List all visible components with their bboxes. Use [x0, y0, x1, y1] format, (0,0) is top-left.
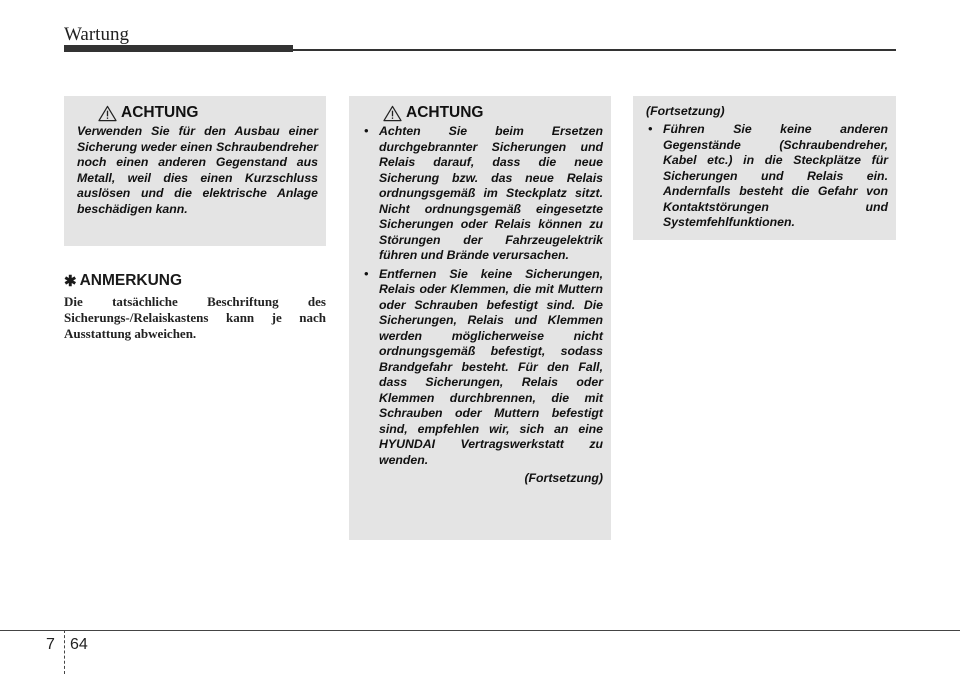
page-number: 64: [70, 636, 88, 653]
note-star-icon: ✱: [64, 273, 77, 290]
warning-box-1-title: [77, 104, 318, 122]
warning-box-3: [633, 96, 896, 240]
warning-box-2-title-text: ACHTUNG: [406, 104, 484, 121]
warning-triangle-icon: [383, 105, 402, 122]
section-title: Wartung: [64, 24, 129, 45]
continued-from-label: (Fortsetzung): [646, 104, 725, 118]
chapter-number: 7: [46, 636, 55, 653]
list-item: • Entfernen Sie keine Sicherungen, Relais oder Klemmen, die mit Muttern oder Schrauben befestigt sind. Die Sicherungen, Relais und Klemmen werden möglicherweise nicht ordnungsgemäß befestigt, sodass Brandgefahr besteht. Für den Fall, dass Sicherungen, Relais oder Klemmen durchbrennen, die mit Schrauben oder Muttern befestigt sind, empfehlen wir, sich an eine HYUNDAI Vertragswerkstatt zu wenden.: [362, 267, 603, 469]
warning-box-2: [349, 96, 611, 540]
list-item: • Achten Sie beim Ersetzen durchgebrannter Sicherungen und Relais darauf, dass die neue Sicherung bzw. das neue Relais ordnungsgemäß im Steckplatz sitzt. Nicht ordnungsgemäß eingesetzte Sicherungen oder Relais können zu Störungen der Fahrzeugelektrik führen und Brände verursachen.: [362, 124, 603, 264]
note-text: Die tatsächliche Beschriftung des Sicherungs-/Relaiskastens kann je nach Ausstattung abweichen.: [64, 294, 326, 341]
note-section: [64, 272, 326, 342]
note-title-text: ANMERKUNG: [79, 272, 183, 289]
warning-box-3-list: [646, 122, 888, 231]
warning-box-1: [64, 96, 326, 246]
footer-divider: [64, 630, 65, 674]
note-title: [64, 272, 326, 290]
footer-rule: [0, 630, 960, 631]
list-item: • Führen Sie keine anderen Gegenstände (Schraubendreher, Kabel etc.) in die Steckplätze für Sicherungen und Relais ein. Andernfalls besteht die Gefahr von Kontaktstörungen und Systemfehlfunktionen.: [646, 122, 888, 231]
warning-box-1-text: Verwenden Sie für den Ausbau einer Sicherung weder einen Schraubendreher noch einen anderen Gegenstand aus Metall, weil dies einen Kurzschluss auslösen und die elektrische Anlage beschädigen kann.: [77, 124, 318, 216]
header-rule-thick: [64, 45, 293, 52]
continued-label: (Fortsetzung): [524, 471, 603, 485]
warning-box-1-title-text: ACHTUNG: [121, 104, 199, 121]
warning-triangle-icon: [98, 105, 117, 122]
warning-box-2-list: [362, 124, 603, 468]
warning-box-2-title: [362, 104, 603, 122]
header-rule-thin: [293, 49, 896, 51]
